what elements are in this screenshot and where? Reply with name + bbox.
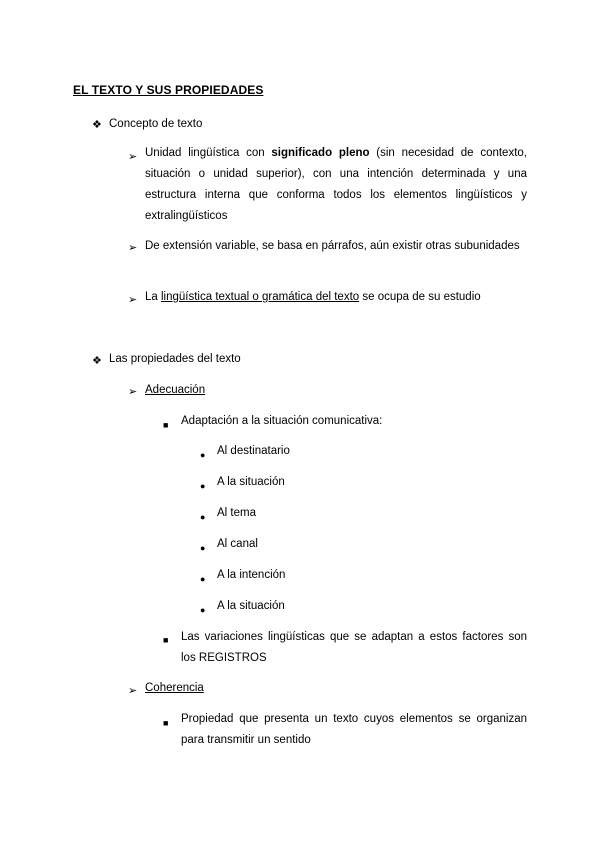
square-bullet-icon: ■ [163, 420, 169, 430]
concepto-item-extension: De extensión variable, se basa en párrafos, aún existir otras subunidades [145, 240, 520, 252]
factor-item: A la intención [217, 569, 286, 581]
section-heading-concepto: Concepto de texto [109, 118, 203, 130]
factor-item: Al canal [217, 538, 258, 550]
concepto-item-estudio [145, 287, 481, 308]
coherencia-subitem-sentido: Propiedad que presenta un texto cuyos elementos se organizan para transmitir un sentido [181, 713, 527, 746]
square-bullet-icon: ■ [163, 718, 169, 728]
dot-bullet-icon: ● [200, 605, 206, 615]
factor-item: A la situación [217, 476, 285, 488]
factor-item: Al tema [217, 507, 256, 519]
dot-bullet-icon: ● [200, 543, 206, 553]
concepto-item-definition [145, 143, 527, 227]
factor-item: A la situación [217, 600, 285, 612]
definition-text-bold: significado pleno [271, 147, 370, 159]
section-heading-propiedades: Las propiedades del texto [109, 353, 241, 365]
arrow-bullet-icon: ➢ [128, 685, 138, 697]
definition-text-pre: Unidad lingüística con [145, 147, 272, 159]
diamond-bullet-icon: ❖ [92, 119, 102, 131]
dot-bullet-icon: ● [200, 481, 206, 491]
document-title: EL TEXTO Y SUS PROPIEDADES [73, 83, 264, 97]
arrow-bullet-icon: ➢ [128, 386, 138, 398]
adecuacion-subitem-registros: Las variaciones lingüísticas que se adaptan a estos factores son los REGISTROS [181, 631, 527, 664]
dot-bullet-icon: ● [200, 450, 206, 460]
adecuacion-subitem-adaptacion: Adaptación a la situación comunicativa: [181, 415, 383, 427]
estudio-underlined-term: lingüística textual o gramática del texto [161, 291, 360, 303]
estudio-text-post: se ocupa de su estudio [359, 291, 481, 303]
definition-text-post: (sin necesidad de contexto, situación o unidad superior), con una intención determinada y una estructura interna que conforma todos los elementos lingüísticos y extralingüísticos [145, 147, 527, 222]
property-label-adecuacion: Adecuación [145, 384, 206, 396]
arrow-bullet-icon: ➢ [128, 151, 138, 163]
property-label-coherencia: Coherencia [145, 682, 204, 694]
arrow-bullet-icon: ➢ [128, 294, 138, 306]
estudio-text-pre: La [145, 291, 161, 303]
factor-item: Al destinatario [217, 445, 290, 457]
diamond-bullet-icon: ❖ [92, 355, 102, 367]
dot-bullet-icon: ● [200, 512, 206, 522]
dot-bullet-icon: ● [200, 574, 206, 584]
square-bullet-icon: ■ [163, 635, 169, 645]
arrow-bullet-icon: ➢ [128, 242, 138, 254]
